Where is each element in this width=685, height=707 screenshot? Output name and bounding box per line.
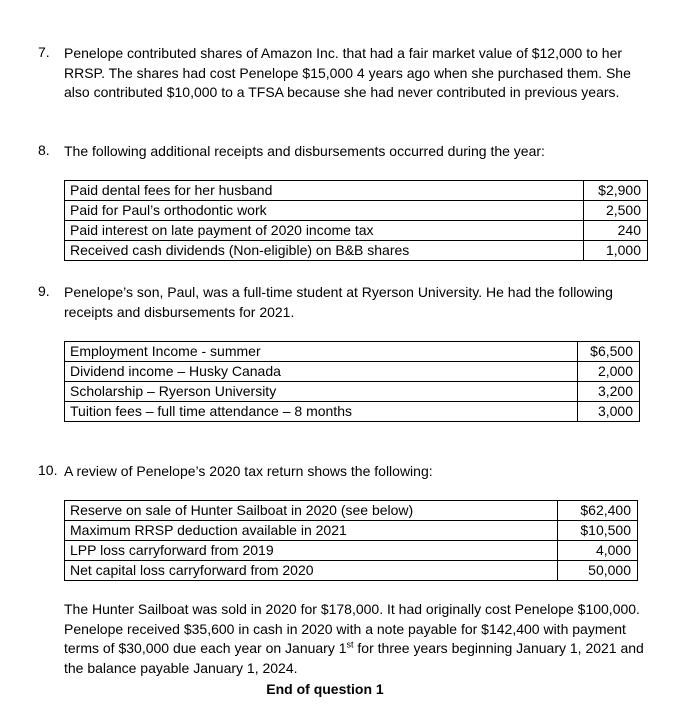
row-amount: $62,400 bbox=[558, 501, 638, 521]
table-row bbox=[65, 521, 638, 541]
row-label: Maximum RRSP deduction available in 2021 bbox=[65, 521, 558, 541]
row-amount: $10,500 bbox=[558, 521, 638, 541]
row-amount: $2,900 bbox=[584, 181, 648, 201]
row-amount: 3,200 bbox=[578, 382, 640, 402]
row-amount: $6,500 bbox=[578, 342, 640, 362]
row-amount: 2,500 bbox=[584, 201, 648, 221]
q10-table bbox=[64, 500, 638, 581]
end-of-question: End of question 1 bbox=[266, 681, 384, 697]
row-label: Tuition fees – full time attendance – 8 months bbox=[65, 402, 578, 422]
question-text: Penelope’s son, Paul, was a full-time student at Ryerson University. He had the following receipts and disbursements for 2021. bbox=[64, 284, 613, 320]
row-label: LPP loss carryforward from 2019 bbox=[65, 541, 558, 561]
q8-table bbox=[64, 180, 648, 261]
row-amount: 240 bbox=[584, 221, 648, 241]
row-amount: 4,000 bbox=[558, 541, 638, 561]
table-row bbox=[65, 382, 640, 402]
row-label: Paid for Paul’s orthodontic work bbox=[65, 201, 584, 221]
question-7 bbox=[38, 44, 648, 103]
table-row bbox=[65, 541, 638, 561]
row-label: Paid dental fees for her husband bbox=[65, 181, 584, 201]
row-label: Employment Income - summer bbox=[65, 342, 578, 362]
question-text: The following additional receipts and disbursements occurred during the year: bbox=[64, 143, 545, 159]
row-amount: 3,000 bbox=[578, 402, 640, 422]
table-row bbox=[65, 561, 638, 581]
question-9 bbox=[38, 283, 648, 322]
table-row bbox=[65, 362, 640, 382]
row-label: Scholarship – Ryerson University bbox=[65, 382, 578, 402]
note-text: The Hunter Sailboat was sold in 2020 for $178,000. It had originally cost Penelope $100,000. Penelope received $35,600 in cash in 2020 with a note payable for $142,400 with payment terms of $30,000 due each year on January 1 bbox=[64, 601, 640, 656]
table-row bbox=[65, 241, 648, 261]
question-text: A review of Penelope’s 2020 tax return shows the following: bbox=[64, 463, 433, 479]
question-number: 7. bbox=[38, 44, 50, 60]
row-label: Reserve on sale of Hunter Sailboat in 2020 (see below) bbox=[65, 501, 558, 521]
sailboat-note bbox=[64, 600, 644, 678]
note-superscript: st bbox=[346, 639, 354, 650]
q9-table bbox=[64, 341, 640, 422]
table-row bbox=[65, 501, 638, 521]
table-row bbox=[65, 342, 640, 362]
row-label: Dividend income – Husky Canada bbox=[65, 362, 578, 382]
question-text: Penelope contributed shares of Amazon Inc. that had a fair market value of $12,000 to her RRSP. The shares had cost Penelope $15,000 4 years ago when she purchased them. She also contributed $10,000 to a TFSA because she had never contributed in previous years. bbox=[64, 45, 631, 100]
row-label: Net capital loss carryforward from 2020 bbox=[65, 561, 558, 581]
note-text-continued: for three years beginning January 1, 2021 and the balance payable January 1, 2024. bbox=[64, 640, 644, 676]
question-number: 10. bbox=[38, 462, 58, 478]
question-number: 9. bbox=[38, 283, 50, 299]
table-row bbox=[65, 402, 640, 422]
row-label: Paid interest on late payment of 2020 income tax bbox=[65, 221, 584, 241]
row-amount: 2,000 bbox=[578, 362, 640, 382]
row-amount: 50,000 bbox=[558, 561, 638, 581]
table-row bbox=[65, 201, 648, 221]
table-row bbox=[65, 181, 648, 201]
row-amount: 1,000 bbox=[584, 241, 648, 261]
row-label: Received cash dividends (Non-eligible) on B&B shares bbox=[65, 241, 584, 261]
question-10 bbox=[38, 462, 648, 482]
table-row bbox=[65, 221, 648, 241]
question-number: 8. bbox=[38, 142, 50, 158]
question-8 bbox=[38, 142, 648, 162]
